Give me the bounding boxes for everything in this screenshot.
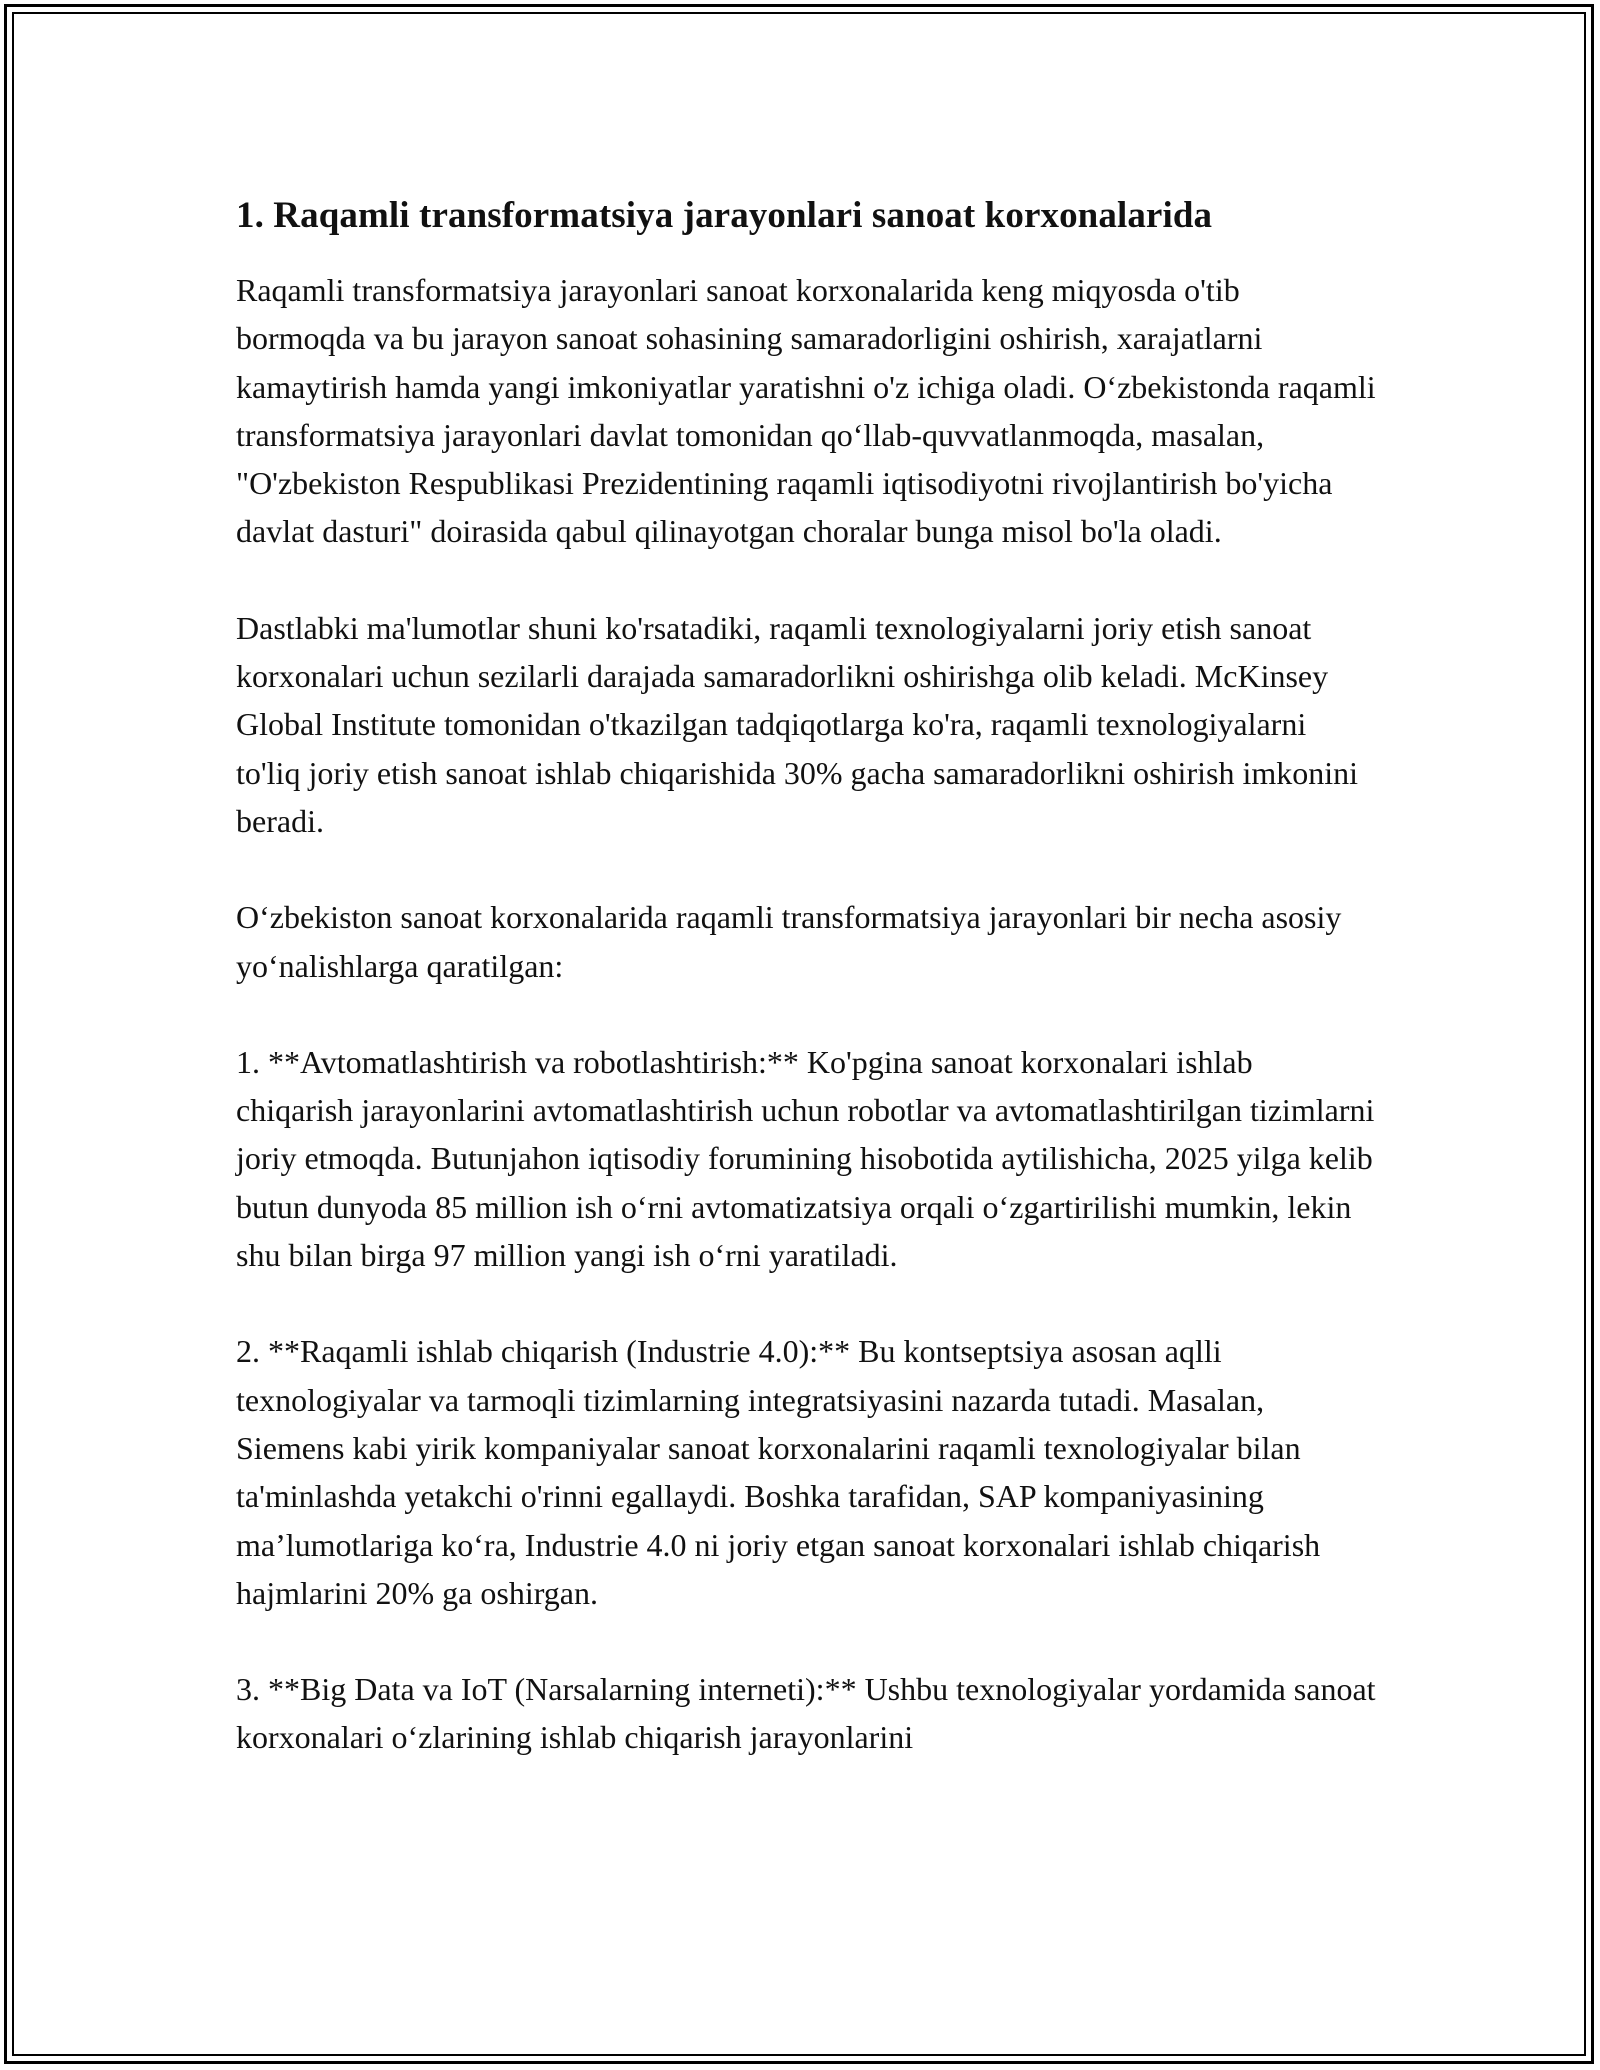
document-body	[236, 188, 1376, 1810]
list-item-automation: 1. **Avtomatlashtirish va robotlashtirish:** Ko'pgina sanoat korxonalari ishlab chiqarish jarayonlarini avtomatlashtirish uchun robotlar va avtomatlashtirilgan tizimlarni joriy etmoqda. Butunjahon iqtisodiy forumining hisobotida aytilishicha, 2025 yilga kelib butun dunyoda 85 million ish o‘rni avtomatizatsiya orqali o‘zgartirilishi mumkin, lekin shu bilan birga 97 million yangi ish o‘rni yaratiladi.	[236, 1043, 1375, 1274]
section-heading: 1. Raqamli transformatsiya jarayonlari sanoat korxonalarida	[236, 195, 1213, 236]
paragraph-directions: O‘zbekiston sanoat korxonalarida raqamli transformatsiya jarayonlari bir necha asosiy yo‘nalishlarga qaratilgan:	[236, 899, 1342, 984]
list-item-bigdata: 3. **Big Data va IoT (Narsalarning interneti):** Ushbu texnologiyalar yordamida sanoat korxonalari o‘zlarining ishlab chiqarish jarayonlarini	[236, 1671, 1376, 1756]
list-item-industrie: 2. **Raqamli ishlab chiqarish (Industrie 4.0):** Bu kontseptsiya asosan aqlli texnologiyalar va tarmoqli tizimlarning integratsiyasini nazarda tutadi. Masalan, Siemens kabi yirik kompaniyalar sanoat korxonalarini raqamli texnologiyalar bilan ta'minlashda yetakchi o'rinni egallaydi. Boshka tarafidan, SAP kompaniyasining ma’lumotlariga ko‘ra, Industrie 4.0 ni joriy etgan sanoat korxonalari ishlab chiqarish hajmlarini 20% ga oshirgan.	[236, 1333, 1321, 1611]
paragraph-research: Dastlabki ma'lumotlar shuni ko'rsatadiki, raqamli texnologiyalarni joriy etish sanoat korxonalari uchun sezilarli darajada samaradorlikni oshirishga olib keladi. McKinsey Global Institute tomonidan o'tkazilgan tadqiqotlarga ko'ra, raqamli texnologiyalarni to'liq joriy etish sanoat ishlab chiqarishida 30% gacha samaradorlikni oshirish imkonini beradi.	[236, 609, 1358, 839]
paragraph-intro: Raqamli transformatsiya jarayonlari sanoat korxonalarida keng miqyosda o'tib bormoqda va bu jarayon sanoat sohasining samaradorligini oshirish, xarajatlarni kamaytirish hamda yangi imkoniyatlar yaratishni o'z ichiga oladi. O‘zbekistonda raqamli transformatsiya jarayonlari davlat tomonidan qo‘llab-quvvatlanmoqda, masalan, "O'zbekiston Respublikasi Prezidentining raqamli iqtisodiyotni rivojlantirish bo'yicha davlat dasturi" doirasida qabul qilinayotgan choralar bunga misol bo'la oladi.	[236, 272, 1376, 550]
